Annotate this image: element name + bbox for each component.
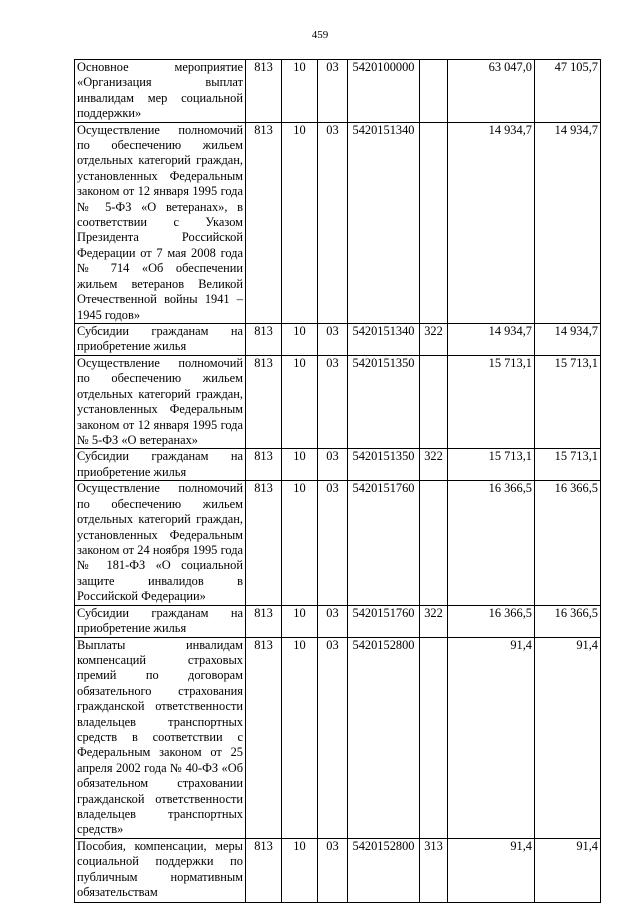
amount-1-cell: 15 713,1	[448, 355, 535, 448]
table-row	[75, 449, 601, 481]
amount-1-cell: 14 934,7	[448, 122, 535, 323]
table-row	[75, 323, 601, 355]
amount-1-cell: 91,4	[448, 637, 535, 838]
section-code-cell: 10	[282, 355, 318, 448]
amount-2-cell: 14 934,7	[535, 122, 601, 323]
amount-1-cell: 63 047,0	[448, 60, 535, 123]
subsection-code-cell: 03	[318, 449, 348, 481]
amount-2-cell: 15 713,1	[535, 355, 601, 448]
ministry-code-cell: 813	[246, 449, 282, 481]
amount-2-cell: 91,4	[535, 838, 601, 902]
target-code-cell: 5420151340	[348, 323, 420, 355]
ministry-code-cell: 813	[246, 605, 282, 637]
page-number: 459	[311, 29, 329, 41]
target-code-cell: 5420152800	[348, 637, 420, 838]
subsection-code-cell: 03	[318, 323, 348, 355]
table-row	[75, 605, 601, 637]
subsection-code-cell: 03	[318, 122, 348, 323]
row-name-cell: Выплаты инвалидам компенсаций страховых премий по договорам обязательного страхования гражданской ответственности владельцев транспортных средств в соответствии с Федеральным законом от 25 апреля 2002 года № 40-ФЗ «Об обязательном страховании гражданской ответственности владельцев транспортных средств»	[75, 637, 246, 838]
expense-type-cell: 322	[420, 605, 448, 637]
ministry-code-cell: 813	[246, 838, 282, 902]
subsection-code-cell: 03	[318, 838, 348, 902]
ministry-code-cell: 813	[246, 355, 282, 448]
subsection-code-cell: 03	[318, 355, 348, 448]
target-code-cell: 5420152800	[348, 838, 420, 902]
table-row	[75, 60, 601, 123]
amount-2-cell: 91,4	[535, 637, 601, 838]
ministry-code-cell: 813	[246, 122, 282, 323]
ministry-code-cell: 813	[246, 637, 282, 838]
expense-type-cell	[420, 122, 448, 323]
target-code-cell: 5420100000	[348, 60, 420, 123]
row-name-cell: Пособия, компенсации, меры социальной поддержки по публичным нормативным обязательствам	[75, 838, 246, 902]
amount-2-cell: 47 105,7	[535, 60, 601, 123]
ministry-code-cell: 813	[246, 323, 282, 355]
row-name-cell: Основное мероприятие «Организация выплат инвалидам мер социальной поддержки»	[75, 60, 246, 123]
amount-1-cell: 91,4	[448, 838, 535, 902]
subsection-code-cell: 03	[318, 60, 348, 123]
amount-2-cell: 16 366,5	[535, 605, 601, 637]
amount-2-cell: 15 713,1	[535, 449, 601, 481]
expense-type-cell	[420, 481, 448, 605]
table-row	[75, 122, 601, 323]
table-row	[75, 637, 601, 838]
row-name-cell: Субсидии гражданам на приобретение жилья	[75, 323, 246, 355]
target-code-cell: 5420151340	[348, 122, 420, 323]
amount-2-cell: 14 934,7	[535, 323, 601, 355]
target-code-cell: 5420151350	[348, 449, 420, 481]
expense-type-cell: 322	[420, 323, 448, 355]
expense-type-cell: 313	[420, 838, 448, 902]
amount-2-cell: 16 366,5	[535, 481, 601, 605]
target-code-cell: 5420151350	[348, 355, 420, 448]
expense-type-cell: 322	[420, 449, 448, 481]
row-name-cell: Осуществление полномочий по обеспечению жильем отдельных категорий граждан, установленных Федеральным законом от 12 января 1995 года № 5-ФЗ «О ветеранах»	[75, 355, 246, 448]
subsection-code-cell: 03	[318, 481, 348, 605]
section-code-cell: 10	[282, 449, 318, 481]
ministry-code-cell: 813	[246, 481, 282, 605]
table-row	[75, 838, 601, 902]
expense-type-cell	[420, 60, 448, 123]
section-code-cell: 10	[282, 838, 318, 902]
subsection-code-cell: 03	[318, 637, 348, 838]
target-code-cell: 5420151760	[348, 605, 420, 637]
section-code-cell: 10	[282, 323, 318, 355]
section-code-cell: 10	[282, 605, 318, 637]
amount-1-cell: 14 934,7	[448, 323, 535, 355]
budget-table	[74, 59, 601, 903]
amount-1-cell: 15 713,1	[448, 449, 535, 481]
row-name-cell: Субсидии гражданам на приобретение жилья	[75, 605, 246, 637]
table-row	[75, 481, 601, 605]
expense-type-cell	[420, 355, 448, 448]
target-code-cell: 5420151760	[348, 481, 420, 605]
amount-1-cell: 16 366,5	[448, 481, 535, 605]
expense-type-cell	[420, 637, 448, 838]
row-name-cell: Осуществление полномочий по обеспечению жильем отдельных категорий граждан, установленных Федеральным законом от 24 ноября 1995 года № 181-ФЗ «О социальной защите инвалидов в Российской Федерации»	[75, 481, 246, 605]
ministry-code-cell: 813	[246, 60, 282, 123]
row-name-cell: Субсидии гражданам на приобретение жилья	[75, 449, 246, 481]
subsection-code-cell: 03	[318, 605, 348, 637]
section-code-cell: 10	[282, 122, 318, 323]
amount-1-cell: 16 366,5	[448, 605, 535, 637]
table-row	[75, 355, 601, 448]
section-code-cell: 10	[282, 637, 318, 838]
section-code-cell: 10	[282, 60, 318, 123]
section-code-cell: 10	[282, 481, 318, 605]
row-name-cell: Осуществление полномочий по обеспечению жильем отдельных категорий граждан, установленных Федеральным законом от 12 января 1995 года № 5-ФЗ «О ветеранах», в соответствии с Указом Президента Российской Федерации от 7 мая 2008 года № 714 «Об обеспечении жильем ветеранов Великой Отечественной войны 1941 – 1945 годов»	[75, 122, 246, 323]
